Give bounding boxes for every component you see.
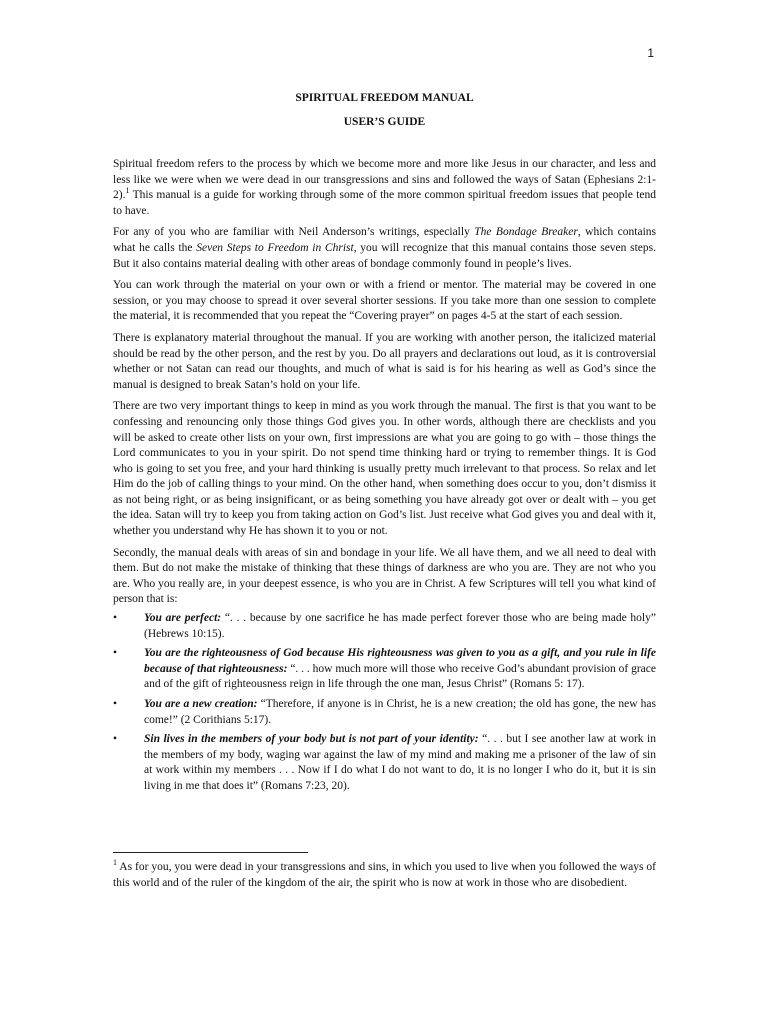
footnote-reference: 1	[125, 186, 130, 196]
paragraph-secondly: Secondly, the manual deals with areas of sin and bondage in your life. We all have them, and we all need to deal with them. But do not make the mistake of thinking that these things of darkness are who you are. They are not who you are. Who you really are, in your deepest essence, is who you are in Christ. A few Scriptures will tell you what kind of person that is:	[113, 546, 656, 606]
paragraph-intro	[113, 157, 656, 219]
paragraph-explanatory: There is explanatory material throughout the manual. If you are working with another person, the italicized material should be read by the other person, and the rest by you. Do all prayers and declarations out loud, as it is controversial whether or not Satan can read our thoughts, and much of what is said is for his hearing as well as God’s since the manual is designed to break Satan’s hold on your life.	[113, 331, 656, 391]
paragraph-neil-anderson	[113, 225, 656, 272]
page-number: 1	[647, 46, 654, 60]
paragraph-important-things: There are two very important things to keep in mind as you work through the manual. The first is that you want to be confessing and renouncing only those things God gives you. In other words, although there are checklists and you will be asked to create other lists on your own, first impressions are what you are going to go with – those things the Lord communicates to you in your spirit. Do not spend time thinking hard or trying to remember things. It is God who is going to set you free, and your hard thinking is usually pretty much irrelevant to that process. So relax and let Him do the job of calling things to your mind. On the other hand, when something does occur to you, don’t dismiss it as not being right, or as being insignificant, or as being something you have already got over or dealt with – you get the idea. Satan will try to keep you from taking action on God’s list. Just receive what God gives you and deal with it, whether you understand why He has shown it to you or not.	[113, 400, 656, 538]
bullet-icon: •	[113, 733, 118, 746]
document-body	[113, 90, 656, 795]
paragraph-text: , which contains what he calls the	[113, 226, 656, 254]
paragraph-intro-continued: This manual is a guide for working through some of the more common spiritual freedom issues that people tend to have.	[113, 189, 656, 217]
list-item-title: You are perfect:	[144, 612, 222, 625]
bullet-icon: •	[113, 612, 118, 625]
footnote	[113, 860, 656, 891]
footnote-marker: 1	[113, 858, 117, 868]
book-title-italic: The Bondage Breaker	[474, 226, 578, 239]
list-item	[113, 611, 656, 642]
footnote-text: As for you, you were dead in your transgressions and sins, in which you used to live when you followed the ways of this world and of the ruler of the kingdom of the air, the spirit who is now at work in those who are disobedient.	[113, 861, 656, 889]
list-item-text: “. . . but I see another law at work in the members of my body, waging war against the law of my mind and making me a prisoner of the law of sin at work within my members . . . Now if I do what I do not want to do, it is no longer I who do it, but it is sin living in me that does it” (Romans 7:23, 20).	[144, 733, 656, 792]
list-item-text: “. . . because by one sacrifice he has made perfect forever those who are being made holy” (Hebrews 10:15).	[144, 612, 656, 640]
list-item-title: You are the righteousness of God because His righteousness was given to you as a gift, and you rule in life because of that righteousness:	[144, 647, 656, 675]
document-subtitle: USER’S GUIDE	[343, 116, 426, 128]
list-item-title: Sin lives in the members of your body but is not part of your identity:	[144, 733, 479, 746]
list-item	[113, 646, 656, 693]
paragraph-intro-text: Spiritual freedom refers to the process by which we become more and more like Jesus in our character, and less and less like we were when we were dead in our transgressions and sins and followed the ways of Satan (Ephesians 2:1-2).	[113, 158, 656, 202]
document-title: SPIRITUAL FREEDOM MANUAL	[295, 92, 474, 104]
paragraph-text: For any of you who are familiar with Neil Anderson’s writings, especially	[113, 226, 475, 239]
footnote-divider	[113, 852, 308, 853]
bullet-icon: •	[113, 698, 118, 710]
list-item-text: “Therefore, if anyone is in Christ, he is a new creation; the old has gone, the new has come!” (2 Corithians 5:17).	[144, 698, 656, 726]
list-item	[113, 697, 656, 728]
paragraph-sessions: You can work through the material on your own or with a friend or mentor. The material may be covered in one session, or you may choose to spread it over several shorter sessions. If you take more than one session to complete the material, it is recommended that you repeat the “Covering prayer” on pages 4-5 at the start of each session.	[113, 279, 656, 323]
list-item-text: “. . . how much more will those who receive God’s abundant provision of grace and of the gift of righteousness reign in life through the one man, Jesus Christ” (Romans 5: 17).	[144, 662, 656, 691]
identity-list	[113, 611, 656, 795]
list-item	[113, 732, 656, 794]
paragraph-text: , you will recognize that this manual contains those seven steps. But it also contains material dealing with other areas of bondage commonly found in people’s lives.	[113, 241, 656, 270]
bullet-icon: •	[113, 647, 118, 660]
list-item-title: You are a new creation:	[144, 698, 258, 710]
steps-title-italic: Seven Steps to Freedom in Christ	[196, 241, 354, 254]
